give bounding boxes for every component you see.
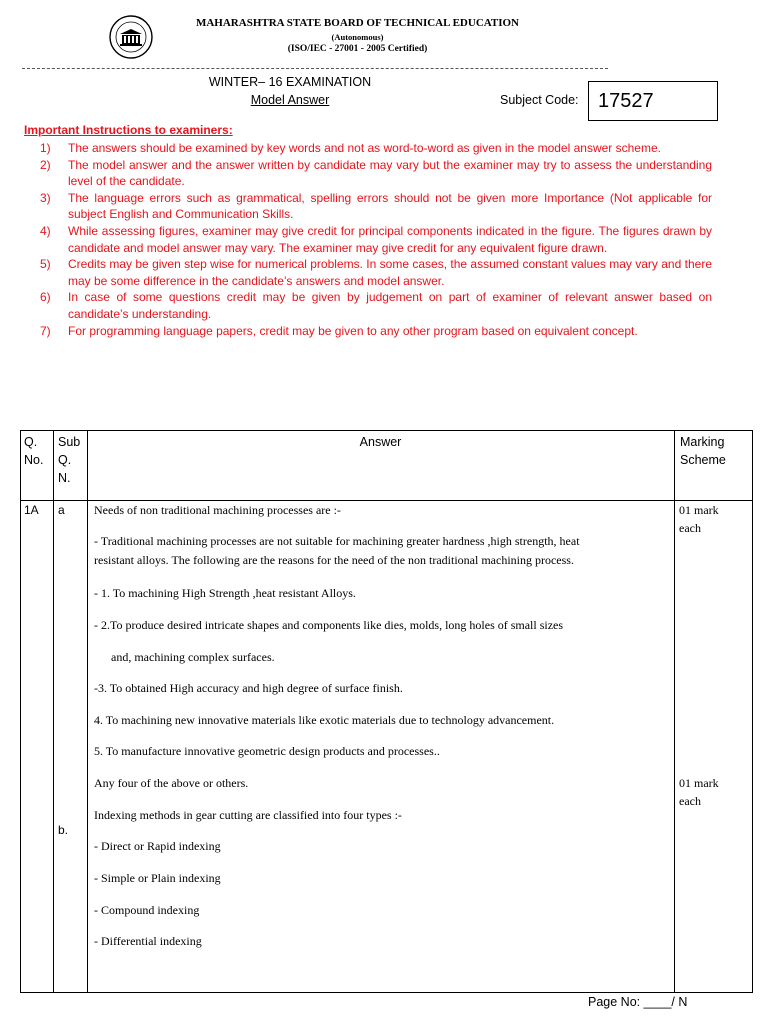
answer-line: - 2.To produce desired intricate shapes and components like dies, molds, long holes of small sizes <box>94 618 564 632</box>
header-divider <box>22 68 608 69</box>
marking-line: 01 mark <box>679 776 719 790</box>
instruction-text: For programming language papers, credit may be given to any other program based on equivalent concept. <box>68 323 638 338</box>
column-divider <box>53 431 54 992</box>
instruction-number: 6) <box>40 290 51 305</box>
page-number: Page No: ____/ N <box>588 995 688 1009</box>
instruction-item <box>40 190 712 223</box>
board-name: MAHARASHTRA STATE BOARD OF TECHNICAL EDUCATION <box>195 17 520 29</box>
answer-line: - Compound indexing <box>94 903 200 917</box>
answer-line: - Direct or Rapid indexing <box>94 839 221 853</box>
header-subq-line: Q. <box>58 453 72 467</box>
header-marking-line: Marking <box>680 435 725 449</box>
answer-line: Indexing methods in gear cutting are classified into four types :- <box>94 808 402 822</box>
marking-line: each <box>679 521 701 535</box>
instruction-item <box>40 323 712 340</box>
answer-line: 5. To manufacture innovative geometric design products and processes.. <box>94 744 440 758</box>
answer-line: 4. To machining new innovative materials like exotic materials due to technology advancement. <box>94 713 555 727</box>
marking-line: 01 mark <box>679 503 719 517</box>
instruction-text: While assessing figures, examiner may give credit for principal components indicated in the figure. The figures drawn by candidate and model answer may vary. The examiner may give credit for any equivalent figure drawn. <box>68 223 712 255</box>
header-answer: Answer <box>359 435 402 449</box>
subject-code-label: Subject Code: <box>500 93 579 107</box>
answer-table <box>20 430 753 993</box>
subquestion-b: b. <box>58 823 69 837</box>
header-subq <box>58 433 80 487</box>
subject-code-box: 17527 <box>588 81 718 121</box>
answer-line: resistant alloys. The following are the reasons for the need of the non traditional machining process. <box>94 553 574 567</box>
header-qno-line: No. <box>24 453 44 467</box>
answer-line: Any four of the above or others. <box>94 776 249 790</box>
instruction-text: The language errors such as grammatical, spelling errors should not be given more Importance (Not applicable for subject English and Communication Skills. <box>68 190 712 222</box>
instruction-number: 1) <box>40 141 51 155</box>
instruction-item <box>40 223 712 256</box>
header-marking-line: Scheme <box>680 453 726 467</box>
answer-line: -3. To obtained High accuracy and high degree of surface finish. <box>94 681 403 695</box>
instruction-text: Credits may be given step wise for numerical problems. In some cases, the assumed constant values may vary and there may be some difference in the candidate’s answers and model answer. <box>68 257 712 288</box>
header-qno-line: Q. <box>24 435 38 449</box>
answer-line: - Simple or Plain indexing <box>94 871 221 885</box>
exam-title: WINTER– 16 EXAMINATION <box>208 75 372 89</box>
answer-line: and, machining complex surfaces. <box>111 650 275 664</box>
marking-scheme-a <box>679 501 719 537</box>
answer-line: - Traditional machining processes are not suitable for machining greater hardness ,high strength, heat <box>94 534 580 548</box>
certification-label: (ISO/IEC - 27001 - 2005 Certified) <box>287 44 428 54</box>
instruction-number: 7) <box>40 323 51 338</box>
instruction-text: The answers should be examined by key words and not as word-to-word as given in the model answer scheme. <box>68 141 661 155</box>
subquestion-a: a <box>58 503 65 517</box>
instruction-item <box>40 256 712 289</box>
question-number: 1A <box>24 503 39 517</box>
instruction-item <box>40 157 712 190</box>
model-answer-label: Model Answer <box>250 93 330 107</box>
instruction-item <box>40 140 712 157</box>
header-subq-line: Sub <box>58 435 81 449</box>
marking-scheme-b <box>679 774 719 810</box>
instruction-item <box>40 289 712 322</box>
instruction-number: 3) <box>40 190 51 205</box>
instruction-number: 5) <box>40 257 51 272</box>
answer-line: - 1. To machining High Strength ,heat resistant Alloys. <box>94 586 356 600</box>
instructions-heading: Important Instructions to examiners: <box>24 123 233 137</box>
column-divider <box>87 431 88 992</box>
header-subq-line: N. <box>58 471 71 485</box>
answer-line: Needs of non traditional machining processes are :- <box>94 503 341 517</box>
instruction-number: 2) <box>40 157 51 172</box>
answer-line: - Differential indexing <box>94 934 202 948</box>
autonomous-label: (Autonomous) <box>331 32 384 42</box>
instruction-number: 4) <box>40 223 51 238</box>
instructions-list <box>40 140 712 339</box>
instruction-text: In case of some questions credit may be given by judgement on part of examiner of relevant answer based on candidate’s understanding. <box>68 290 712 321</box>
institution-seal-icon <box>108 14 154 60</box>
header-marking <box>680 433 726 469</box>
instruction-text: The model answer and the answer written by candidate may vary but the examiner may try to assess the understanding level of the candidate. <box>68 157 712 189</box>
header-qno <box>24 433 43 469</box>
column-divider <box>674 431 675 992</box>
marking-line: each <box>679 794 701 808</box>
